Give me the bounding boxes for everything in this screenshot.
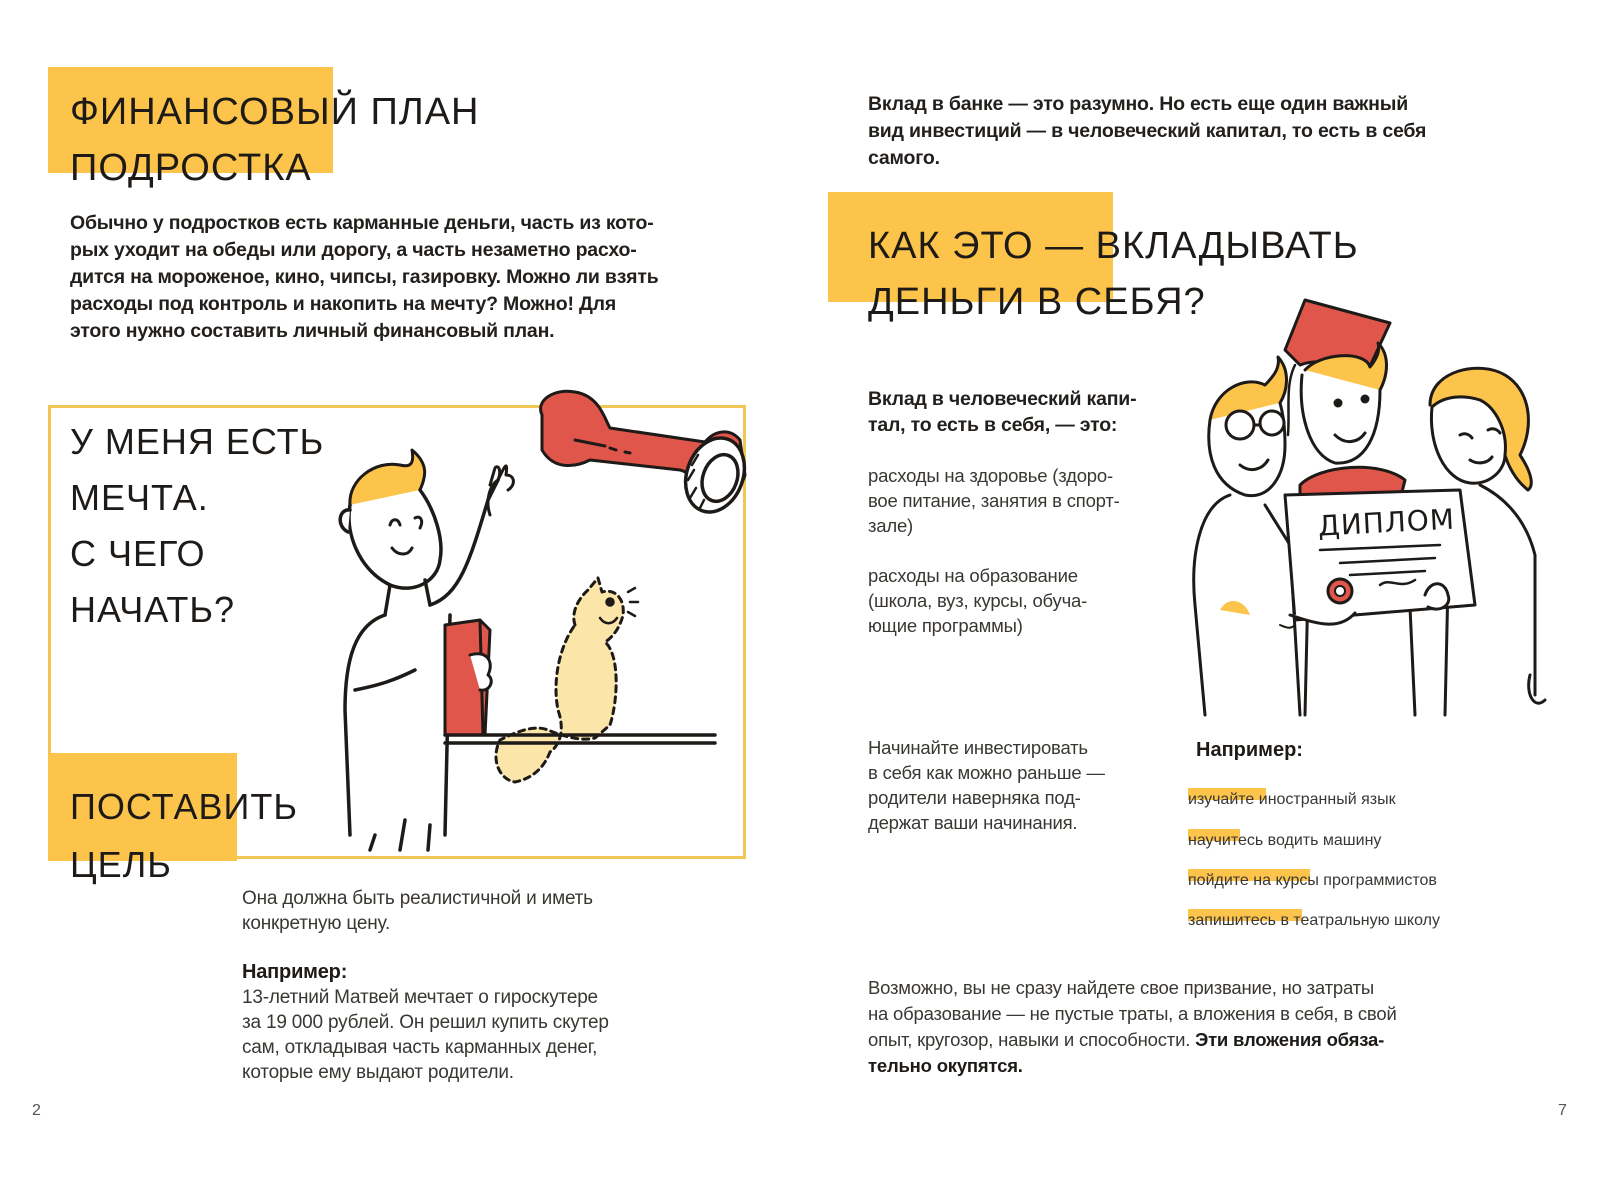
diploma-icon <box>1285 490 1475 624</box>
example-item <box>1188 831 1381 851</box>
definition-item <box>868 563 1087 638</box>
father-icon <box>1194 357 1300 715</box>
conclusion-paragraph <box>868 975 1397 1079</box>
text-line: вое питание, занятия в спорт- <box>868 490 1120 511</box>
intro-paragraph <box>70 210 659 345</box>
right-intro-paragraph <box>868 91 1426 172</box>
heading-line: У МЕНЯ ЕСТЬ <box>70 421 325 462</box>
text-line: зале) <box>868 515 914 536</box>
definition-heading <box>868 386 1136 438</box>
graduate-diploma-illustration <box>1190 295 1600 715</box>
text-line <box>868 1027 1397 1053</box>
example-text: пойдите на курсы программистов <box>1188 872 1437 889</box>
text-line: расходы на здоровье (здоро- <box>868 465 1113 486</box>
text-line: держат ваши начинания. <box>868 812 1078 833</box>
advice-paragraph <box>868 735 1105 835</box>
text-line: Вклад в банке — это разумно. Но есть еще один важный <box>868 93 1408 115</box>
title-line: ФИНАНСОВЫЙ ПЛАН <box>70 91 480 133</box>
cat-icon <box>496 578 638 782</box>
page-number-right: 7 <box>1558 1102 1567 1119</box>
text-line: в себя как можно раньше — <box>868 762 1105 783</box>
text-line: тал, то есть в себя, — это: <box>868 414 1118 436</box>
example-item <box>1188 911 1440 931</box>
page-number-left: 2 <box>32 1102 41 1119</box>
text-line: Возможно, вы не сразу найдете свое призвание, но затраты <box>868 977 1375 998</box>
text-line: рых уходит на обеды или дорогу, а часть незаметно расхо- <box>70 239 637 261</box>
bold-emphasis: тельно окупятся. <box>868 1055 1023 1076</box>
heading-line: ЦЕЛЬ <box>70 844 172 885</box>
goal-description <box>242 886 593 936</box>
goal-heading <box>70 778 298 894</box>
hoverboard-icon <box>541 391 755 520</box>
text-line: Обычно у подростков есть карманные деньги, часть из кото- <box>70 212 654 234</box>
title-line: ДЕНЬГИ В СЕБЯ? <box>868 281 1206 323</box>
text-line: расходы под контроль и накопить на мечту? Можно! Для <box>70 293 617 315</box>
text-line: вид инвестиций — в человеческий капитал, то есть в себя <box>868 120 1427 142</box>
text-line: на образование — не пустые траты, а вложения в себя, в свой <box>868 1003 1397 1024</box>
title-line: КАК ЭТО — ВКЛАДЫВАТЬ <box>868 225 1359 267</box>
text-line: 13-летний Матвей мечтает о гироскутере <box>242 987 598 1008</box>
examples-label: Например: <box>1196 739 1303 761</box>
diploma-label: ДИПЛОМ <box>1317 502 1456 543</box>
book-icon <box>445 620 491 735</box>
text-line: дится на мороженое, кино, чипсы, газировку. Можно ли взять <box>70 266 659 288</box>
text-line: Она должна быть реалистичной и иметь <box>242 888 593 909</box>
example-text: изучайте иностранный язык <box>1188 791 1396 808</box>
example-item <box>1188 790 1396 810</box>
example-text: научитесь водить машину <box>1188 832 1382 849</box>
text-line: этого нужно составить личный финансовый план. <box>70 320 555 342</box>
bold-emphasis: Эти вложения обяза- <box>1190 1029 1385 1050</box>
text-line: которые ему выдают родители. <box>242 1062 514 1083</box>
page-title <box>70 84 480 196</box>
heading-line: ПОСТАВИТЬ <box>70 786 298 827</box>
text-line: родители наверняка под- <box>868 787 1081 808</box>
text-line: Начинайте инвестировать <box>868 737 1088 758</box>
text-segment: опыт, кругозор, навыки и способности. <box>868 1029 1191 1050</box>
text-line: ющие программы) <box>868 615 1023 636</box>
goal-example <box>242 960 609 1085</box>
heading-line: С ЧЕГО <box>70 533 206 574</box>
text-line: сам, откладывая часть карманных денег, <box>242 1037 598 1058</box>
text-line: за 19 000 рублей. Он решил купить скутер <box>242 1012 609 1033</box>
title-line: ПОДРОСТКА <box>70 147 312 189</box>
example-item <box>1188 871 1437 891</box>
text-line: расходы на образование <box>868 565 1078 586</box>
text-line: (школа, вуз, курсы, обуча- <box>868 590 1088 611</box>
text-line: самого. <box>868 147 940 169</box>
dream-heading <box>70 414 324 638</box>
heading-line: МЕЧТА. <box>70 477 209 518</box>
text-line: конкретную цену. <box>242 913 391 934</box>
text-line: Вклад в человеческий капи- <box>868 388 1137 410</box>
boy-hoverboard-cat-illustration <box>320 380 760 860</box>
heading-line: НАЧАТЬ? <box>70 589 236 630</box>
definition-item <box>868 463 1120 538</box>
example-text: запишитесь в театральную школу <box>1188 912 1440 929</box>
right-page-title <box>868 218 1359 330</box>
example-label: Например: <box>242 961 348 983</box>
